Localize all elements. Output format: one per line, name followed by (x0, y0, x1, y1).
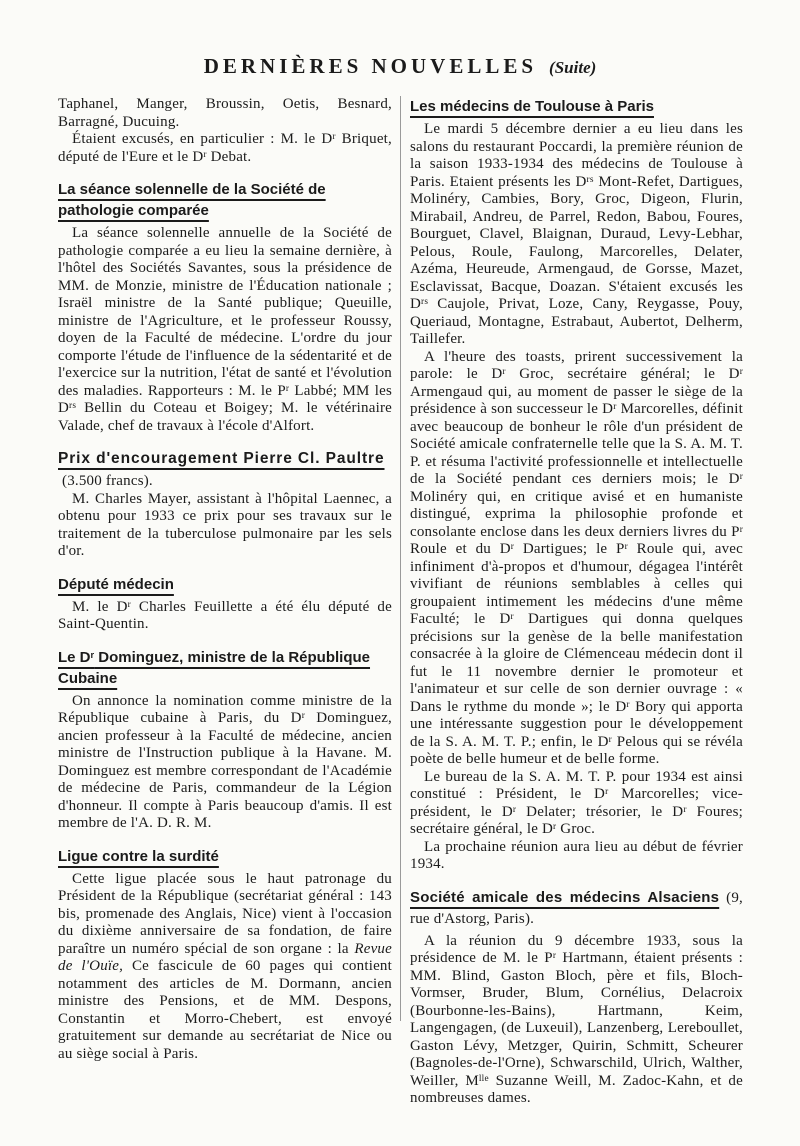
prix-amount: (3.500 francs). (62, 473, 153, 489)
toulouse-attendees: Le mardi 5 décembre dernier a eu lieu dans les salons du restaurant Poccardi, la première réunion de la saison 1933-1934 des médecins de Toulouse à Paris. Etaient présents les $D^{rs}$ Mont-Refet, Dartigues, Molinéry, Cambies, Bory, Groc, Digeon, Flurin, Mirabail, Andreu, de Parrel, Redon, Babou, Foures, Bourguet, Clavel, Blaignan, Duraud, Levy-Lebhar, Pelous, Roule, Faulong, Marcorelles, Delater, Azéma, Heureude, Armengaud, de Gorsse, Mazet, Esclavissat, Bacque, Doazan. S'étaient excusés les $D^{rs}$ Caujole, Privat, Loze, Cany, Reygasse, Pouy, Queriaud, Montagne, Estrabaut, Aubertot, Delherm, Taillefer. (410, 121, 743, 347)
alsaciens-body: A la réunion du 9 décembre 1933, sous la présidence de M. le $P^r$ Hartmann, étaient présents : MM. Blind, Gaston Bloch, père et fils, Bloch-Vormser, Bruder, Blum, Cornélius, Delacroix (Bourbonne-les-Bains), Hartmann, Keim, Langengagen, (de Luxeuil), Lanzenberg, Lereboullet, Gaston Lévy, Metzger, Quirin, Schmitt, Scheurer (Bagnoles-de-l'Orne), Schwarschild, Ulrich, Walther, Weiller, $M^{lle}$ Suzanne Weill, M. Zadoc-Kahn, et de nombreuses dames. (410, 932, 743, 1106)
right-column (410, 96, 743, 1108)
page-title: DERNIÈRES NOUVELLES (203, 54, 538, 78)
seance-heading: La séance solennelle de la Société de pathologie comparée (58, 181, 326, 219)
toulouse-bureau: Le bureau de la S. A. M. T. P. pour 1934 est ainsi constitué : Président, le $D^r$ Marcorelles; vice-président, le $D^r$ Delater; trésorier, le $D^r$ Foures; secrétaire général, le $D^r$ Groc. (410, 768, 743, 837)
toulouse-next-meeting: La prochaine réunion aura lieu au début de février 1934. (410, 838, 743, 872)
depute-heading: Député médecin (58, 575, 174, 593)
ligue-body (58, 871, 392, 1064)
intro-names: Taphanel, Manger, Broussin, Oetis, Besnard, Barragné, Ducuing. (58, 96, 392, 130)
column-divider (400, 96, 401, 1021)
page-header (0, 54, 800, 79)
left-column (58, 96, 392, 1063)
ligue-revue-title: Revue de l'Ouïe, (58, 940, 392, 974)
depute-body: M. le $D^r$ Charles Feuillette a été élu député de Saint-Quentin. (58, 598, 392, 632)
toulouse-heading: Les médecins de Toulouse à Paris (410, 98, 654, 115)
ligue-body-end: Ce fascicule de 60 pages qui contient notamment des articles de M. Dormann, ancien ministre des Pensions, et de MM. Despons, Constantin et Morro-Chebert, est envoyé gratuitement sur demande au secrétariat de Nice ou au siège social à Paris. (58, 958, 392, 1062)
ligue-heading: Ligue contre la surdité (58, 847, 219, 865)
prix-heading: Prix d'encouragement Pierre Cl. Paultre (58, 450, 385, 467)
dominguez-body: On annonce la nomination comme ministre de la République cubaine à Paris, du $D^r$ Dominguez, ancien professeur à la Faculté de médecine, ancien ministre de l'Instruction publique à la Havane. M. Dominguez est membre correspondant de l'Académie de médecine de Paris, commandeur de la Légion d'honneur. Il compte à Paris beaucoup d'amis. Il est membre de l'A. D. R. M. (58, 692, 393, 831)
seance-body: La séance solennelle annuelle de la Société de pathologie comparée a eu lieu la semaine dernière, à l'hôtel des Sociétés Savantes, sous la présidence de MM. de Monzie, ministre de l'Éducation nationale ; Israël ministre de la Santé publique; Queuille, ministre de l'Agriculture, et le professeur Roussy, doyen de la Faculté de médecine. L'ordre du jour comporte l'étude de l'influence de la sédentarité et de l'exercice sur la nutrition, l'état de santé et l'évolution des maladies. Rapporteurs : M. le $P^r$ Labbé; MM les $D^{rs}$ Bellin du Coteau et Boigey; M. le vétérinaire Valade, chef de travaux à l'école d'Alfort. (58, 225, 392, 434)
dominguez-heading: Le $D^r$ Dominguez, ministre de la République Cubaine (58, 648, 371, 687)
page-title-suite: (Suite) (549, 58, 597, 77)
intro-excuses: Étaient excusés, en particulier : M. le $D^r$ Briquet, député de l'Eure et le $D^r$ Debat. (58, 131, 392, 165)
alsaciens-heading: Société amicale des médecins Alsaciens (410, 888, 720, 906)
alsaciens-heading-line (410, 887, 743, 930)
toulouse-toasts: A l'heure des toasts, prirent successivement la parole: le $D^r$ Groc, secrétaire général; le $D^r$ Armengaud qui, au moment de passer le siège de la présidence à son successeur le $D^r$ Marcorelles, définit avec beaucoup de bonheur le rôle d'un président de Société amicale confraternelle telle que la S. A. M. T. P. et résuma l'activité professionnelle et intellectuelle de la Société pendant ces derniers mois; le $D^r$ Molinéry qui, en critique avisé et en humaniste distingué, exprima la philosophie profonde et consolante enclose dans les deux derniers livres du $P^r$ Roule et du $D^r$ Dartigues; le $P^r$ Roule qui, avec infiniment d'à-propos et d'humour, dégagea l'intérêt vivifiant de réunions semblables à celles qui groupaient intimement les médecins d'une même Faculté; le $D^r$ Dartigues qui donna quelques précisions sur la genèse de la belle manifestation consacrée à la gloire de Clémenceau médecin dont il fut le 11 novembre dernier le promoteur et l'animateur et sur celle de son dernier ouvrage : « Dans le rythme du monde »; le $D^r$ Bory qui apporta une intéressante suggestion pour le développement de la S. A. M. T. P.; enfin, le $D^r$ Pelous qui se révéla poète de belle humeur et de belle forme. (410, 348, 743, 767)
ligue-body-start: Cette ligue placée sous le haut patronage du Président de la République (secrétariat général : 143 bis, promenade des Anglais, Nice) vient à l'occasion du dixième anniversaire de sa fondation, de faire paraître un numéro spécial de son organe : la (58, 870, 392, 957)
prix-body: M. Charles Mayer, assistant à l'hôpital Laennec, a obtenu pour 1933 ce prix pour ses travaux sur le traitement de la tuberculose pulmonaire par les sels d'or. (58, 490, 392, 559)
alsaciens-address: (9, rue d'Astorg, Paris). (410, 889, 743, 927)
